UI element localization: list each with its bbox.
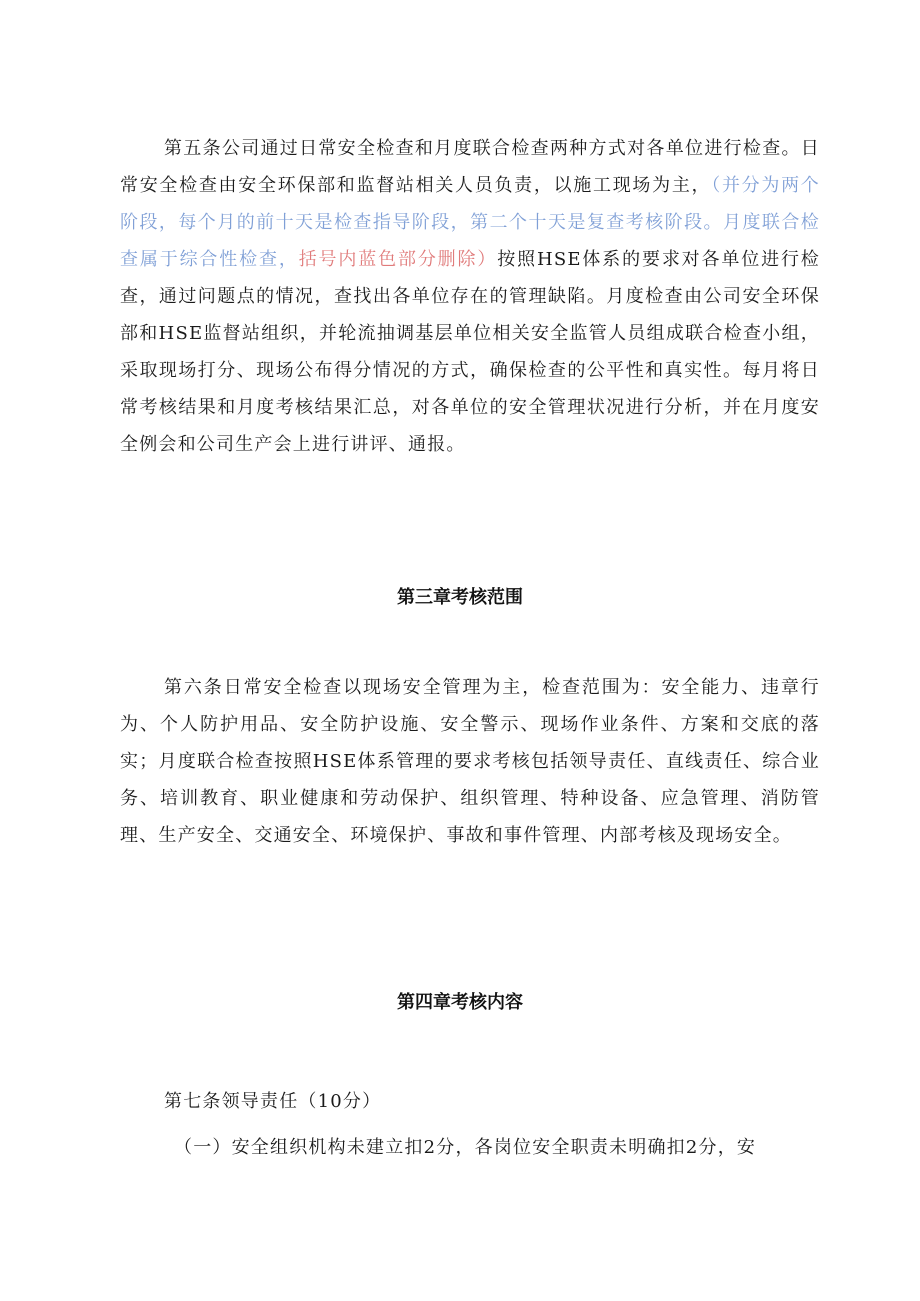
chapter-4-heading: 第四章考核内容 <box>397 992 523 1013</box>
article-7-item-1: （一）安全组织机构未建立扣2分，各岗位安全职责未明确扣2分，安 <box>174 1137 757 1158</box>
article-5-red-annotation: 括号内蓝色部分删除） <box>298 249 498 270</box>
article-6-paragraph: 第六条日常安全检查以现场安全管理为主，检查范围为：安全能力、违章行为、个人防护用品、安全防护设施、安全警示、现场作业条件、方案和交底的落实；月度联合检查按照HSE体系管理的要求考核包括领导责任、直线责任、综合业务、培训教育、职业健康和劳动保护、组织管理、特种设备、应急管理、消防管理、生产安全、交通安全、环境保护、事故和事件管理、内部考核及现场安全。 <box>120 677 820 846</box>
article-7-title: 第七条领导责任（10分） <box>164 1091 382 1112</box>
chapter-3-heading: 第三章考核范围 <box>397 587 523 608</box>
article-5-blue-annotation: （并分为两个阶段，每个月的前十天是检查指导阶段，第二个十天是复查考核阶段。月度联合检查属于综合性检查， <box>120 175 821 270</box>
article-5-paragraph <box>120 130 820 463</box>
article-5-text-end: 按照HSE体系的要求对各单位进行检查，通过问题点的情况，查找出各单位存在的管理缺陷。月度检查由公司安全环保部和HSE监督站组织，并轮流抽调基层单位相关安全监管人员组成联合检查小组，采取现场打分、现场公布得分情况的方式，确保检查的公平性和真实性。每月将日常考核结果和月度考核结果汇总，对各单位的安全管理状况进行分析，并在月度安全例会和公司生产会上进行讲评、通报。 <box>120 249 820 455</box>
article-5-text-start: 第五条公司通过日常安全检查和月度联合检查两种方式对各单位进行检查。日常安全检查由安全环保部和监督站相关人员负责，以施工现场为主， <box>120 138 820 196</box>
